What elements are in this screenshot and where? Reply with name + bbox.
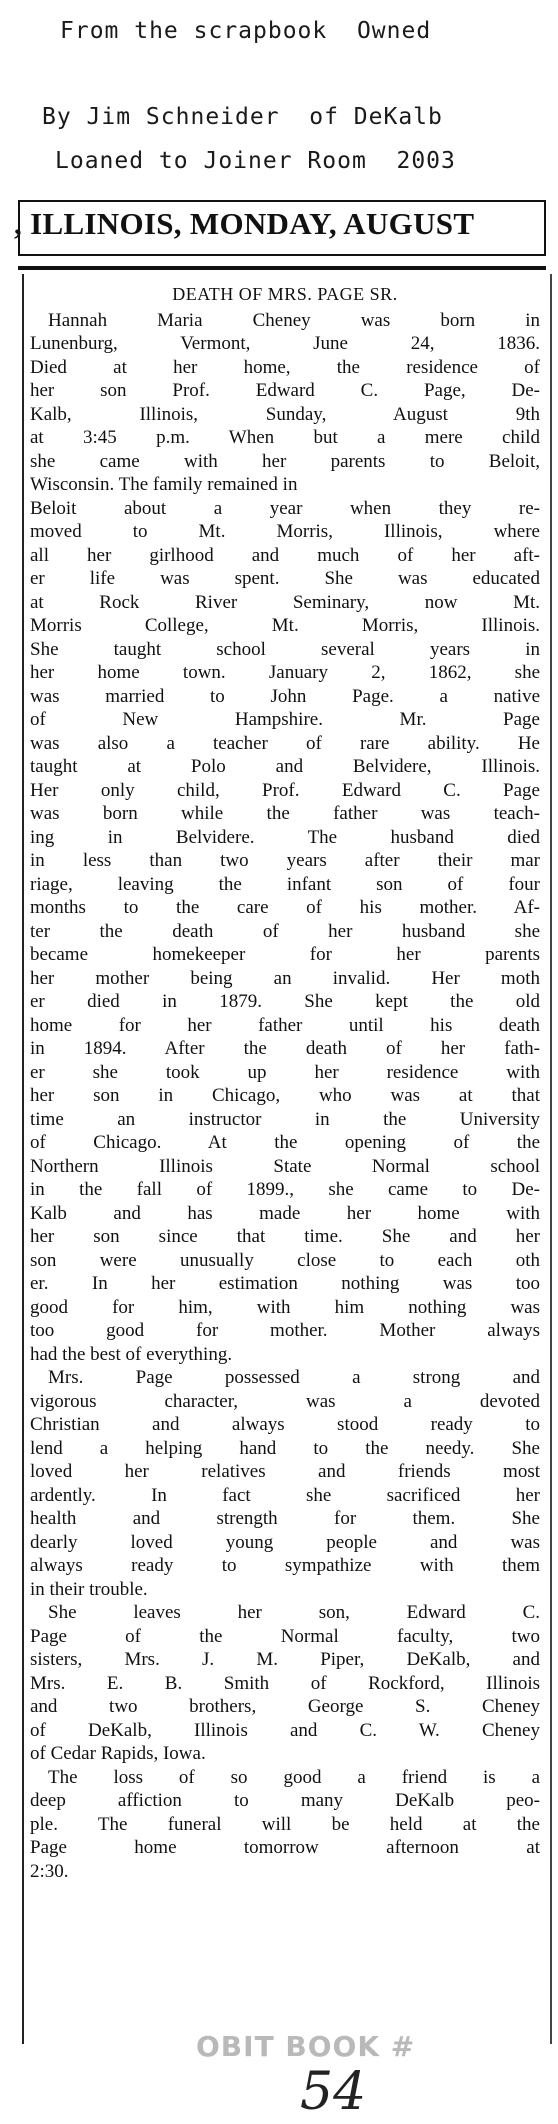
article-line: ardently. In fact she sacrificed her: [30, 1484, 540, 1506]
article-line: her son in Chicago, who was at that: [30, 1085, 540, 1106]
article-line: at Rock River Seminary, now Mt.: [30, 591, 540, 613]
article-line: Kalb and has made her home with: [30, 1202, 540, 1224]
article-line: lend a helping hand to the needy. She: [30, 1437, 540, 1459]
article-body: [30, 309, 540, 1884]
article-line: ple. The funeral will be held at the: [30, 1813, 540, 1835]
article-line: Beloit about a year when they re-: [30, 497, 540, 519]
article-line: Northern Illinois State Normal school: [30, 1155, 540, 1177]
scrapbook-note-line-2: By Jim Schneider of DeKalb: [42, 104, 443, 130]
article-line: was born while the father was teach-: [30, 803, 540, 824]
article-line: her home town. January 2, 1862, she: [30, 662, 540, 683]
article-line: Died at her home, the residence of: [30, 356, 540, 378]
article-line: son were unusually close to each oth: [30, 1249, 540, 1271]
article-line: Mrs. Page possessed a strong and: [48, 1367, 540, 1388]
article-line: good for him, with him nothing was: [30, 1296, 540, 1318]
article-line: had the best of everything.: [30, 1343, 233, 1365]
scrapbook-note-line-1: From the scrapbook Owned: [60, 18, 432, 44]
article-line: sisters, Mrs. J. M. Piper, DeKalb, and: [30, 1649, 540, 1670]
article-line: taught at Polo and Belvidere, Illinois.: [30, 756, 540, 777]
article-line: vigorous character, was a devoted: [30, 1390, 540, 1412]
article-line: Her only child, Prof. Edward C. Page: [30, 779, 540, 801]
article-line: riage, leaving the infant son of four: [30, 873, 540, 895]
article-headline: DEATH OF MRS. PAGE SR.: [172, 284, 398, 304]
article-line: Mrs. E. B. Smith of Rockford, Illinois: [30, 1672, 540, 1694]
article-line: Hannah Maria Cheney was born in: [48, 309, 540, 331]
article-line: in less than two years after their mar: [30, 850, 540, 871]
article-line: 2:30.: [30, 1860, 69, 1882]
article-line: her mother being an invalid. Her moth: [30, 967, 540, 989]
article-line: ing in Belvidere. The husband died: [30, 826, 540, 848]
article-line: Christian and always stood ready to: [30, 1414, 540, 1435]
article-line: moved to Mt. Morris, Illinois, where: [30, 521, 540, 542]
article-line: The loss of so good a friend is a: [48, 1766, 540, 1788]
newspaper-masthead: , ILLINOIS, MONDAY, AUGUST: [14, 206, 475, 241]
article-line: her son Prof. Edward C. Page, De-: [30, 380, 540, 401]
article-line: Wisconsin. The family remained in: [30, 474, 298, 495]
obit-book-number: 54: [300, 2062, 367, 2122]
article-line: Page of the Normal faculty, two: [30, 1625, 540, 1647]
article-line: of DeKalb, Illinois and C. W. Cheney: [30, 1719, 540, 1741]
article-line: always ready to sympathize with them: [30, 1555, 540, 1576]
article-line: of Cedar Rapids, Iowa.: [30, 1743, 206, 1764]
article-line: deep affiction to many DeKalb peo-: [30, 1790, 540, 1811]
article-line: health and strength for them. She: [30, 1508, 540, 1529]
article-line: er died in 1879. She kept the old: [30, 991, 540, 1012]
article-line: loved her relatives and friends most: [30, 1461, 540, 1482]
article-line: of Chicago. At the opening of the: [30, 1132, 540, 1153]
article-line: Morris College, Mt. Morris, Illinois.: [30, 615, 540, 636]
article-line: in the fall of 1899., she came to De-: [30, 1179, 540, 1200]
scrapbook-note-line-3: Loaned to Joiner Room 2003: [55, 148, 456, 174]
article-line: ter the death of her husband she: [30, 920, 540, 942]
article-line: home for her father until his death: [30, 1014, 540, 1036]
article-line: She leaves her son, Edward C.: [48, 1602, 540, 1623]
article-line: became homekeeper for her parents: [30, 944, 540, 965]
article-line: Lunenburg, Vermont, June 24, 1836.: [30, 333, 540, 354]
article-line: er she took up her residence with: [30, 1061, 540, 1083]
article-line: all her girlhood and much of her aft-: [30, 544, 540, 566]
article-line: er life was spent. She was educated: [30, 568, 540, 589]
article-line: She taught school several years in: [30, 638, 540, 660]
article-line: her son since that time. She and her: [30, 1226, 540, 1247]
article-line: Page home tomorrow afternoon at: [30, 1837, 540, 1858]
article-line: at 3:45 p.m. When but a mere child: [30, 427, 540, 448]
obit-book-stamp: OBIT BOOK #: [196, 2030, 416, 2063]
obituary-article: [30, 283, 540, 1883]
article-line: dearly loved young people and was: [30, 1531, 540, 1553]
article-line: too good for mother. Mother always: [30, 1320, 540, 1341]
article-line: months to the care of his mother. Af-: [30, 897, 540, 918]
article-line: she came with her parents to Beloit,: [30, 450, 540, 472]
article-line: was also a teacher of rare ability. He: [30, 732, 540, 754]
article-line: time an instructor in the University: [30, 1108, 540, 1130]
masthead-rule: [18, 266, 546, 270]
article-line: of New Hampshire. Mr. Page: [30, 709, 540, 730]
article-line: er. In her estimation nothing was too: [30, 1273, 540, 1294]
article-line: and two brothers, George S. Cheney: [30, 1696, 540, 1717]
article-line: Kalb, Illinois, Sunday, August 9th: [30, 403, 540, 425]
article-line: in 1894. After the death of her fath-: [30, 1038, 540, 1059]
article-line: was married to John Page. a native: [30, 685, 540, 707]
article-line: in their trouble.: [30, 1578, 148, 1600]
